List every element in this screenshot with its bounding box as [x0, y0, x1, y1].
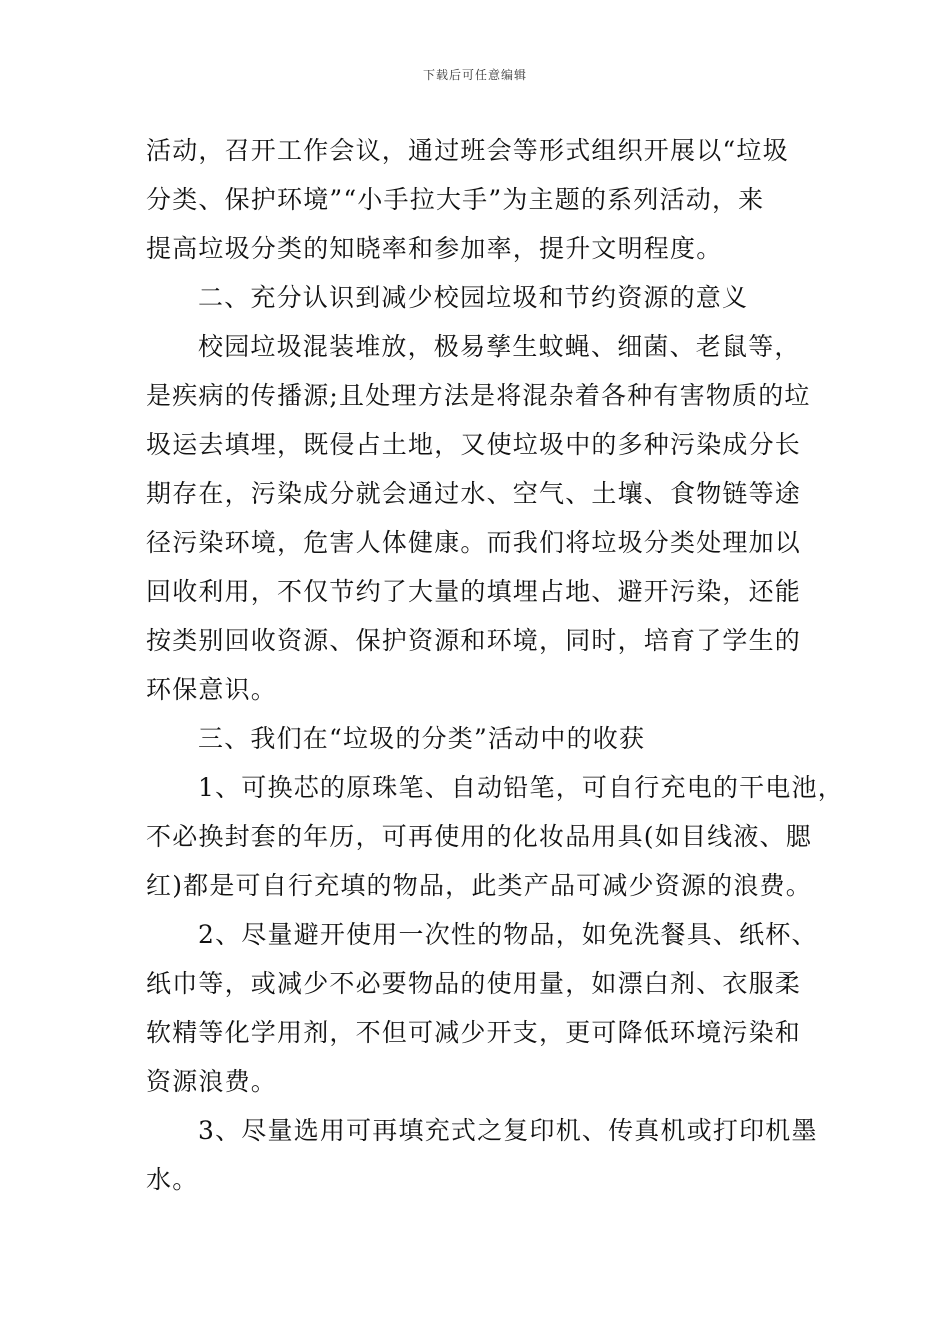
section-heading: 二、充分认识到减少校园垃圾和节约资源的意义	[198, 283, 749, 312]
text-line: 1、可换芯的原珠笔、自动铅笔，可自行充电的干电池，	[198, 773, 844, 802]
text-line: 不必换封套的年历，可再使用的化妆品用具(如目线液、腮	[146, 822, 812, 851]
document-body	[146, 126, 844, 1204]
text-line: 分类、保护环境”“小手拉大手”为主题的系列活动，来	[146, 185, 765, 214]
text-line: 资源浪费。	[146, 1067, 278, 1096]
text-line: 软精等化学用剂，不但可减少开支，更可降低环境污染和	[146, 1018, 802, 1047]
text-line: 期存在，污染成分就会通过水、空气、土壤、食物链等途	[146, 479, 802, 508]
text-line: 校园垃圾混装堆放，极易孳生蚊蝇、细菌、老鼠等，	[198, 332, 801, 361]
section-heading: 三、我们在“垃圾的分类”活动中的收获	[198, 724, 646, 753]
text-line: 回收利用，不仅节约了大量的填埋占地、避开污染，还能	[146, 577, 802, 606]
text-line: 3、尽量选用可再填充式之复印机、传真机或打印机墨	[198, 1116, 818, 1145]
text-line: 纸巾等，或减少不必要物品的使用量，如漂白剂、衣服柔	[146, 969, 802, 998]
page-header-note: 下载后可任意编辑	[422, 68, 527, 82]
text-line: 2、尽量避开使用一次性的物品，如免洗餐具、纸杯、	[198, 920, 818, 949]
text-line: 水。	[146, 1165, 199, 1194]
text-line: 红)都是可自行充填的物品，此类产品可减少资源的浪费。	[146, 871, 812, 900]
text-line: 圾运去填埋，既侵占土地，又使垃圾中的多种污染成分长	[146, 430, 802, 459]
text-line: 按类别回收资源、保护资源和环境，同时，培育了学生的	[146, 626, 802, 655]
text-line: 活动，召开工作会议，通过班会等形式组织开展以“垃圾	[146, 136, 789, 165]
text-line: 径污染环境，危害人体健康。而我们将垃圾分类处理加以	[146, 528, 802, 557]
text-line: 是疾病的传播源;且处理方法是将混杂着各种有害物质的垃	[146, 381, 811, 410]
text-line: 环保意识。	[146, 675, 278, 704]
text-line: 提高垃圾分类的知晓率和参加率，提升文明程度。	[146, 234, 723, 263]
